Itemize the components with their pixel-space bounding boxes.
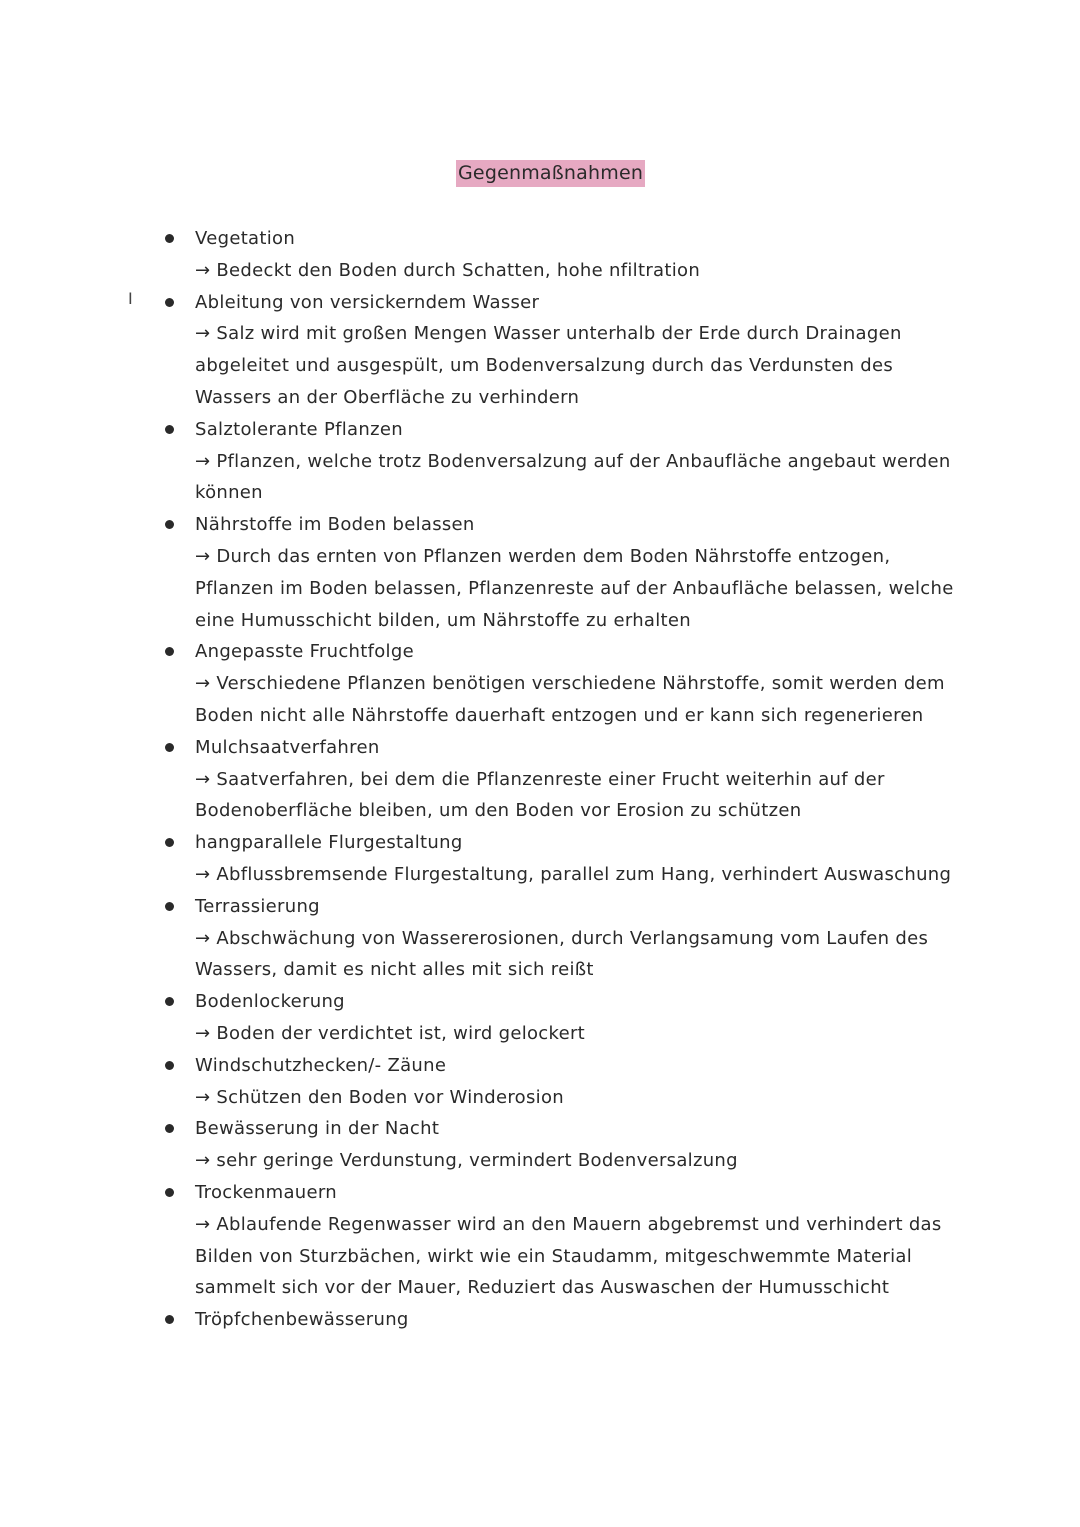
list-item [0, 827, 1080, 891]
item-label: Angepasste Fruchtfolge [195, 641, 414, 663]
item-label: Mulchsaatverfahren [195, 736, 380, 758]
item-description [195, 1082, 960, 1114]
item-description [195, 1018, 960, 1050]
list-item [0, 1177, 1080, 1304]
bullet-icon [165, 520, 174, 529]
list-item [0, 732, 1080, 827]
item-label: Windschutzhecken/- Zäune [195, 1054, 447, 1076]
item-description-text: Abschwächung von Wassererosionen, durch Verlangsamung vom Laufen des Wassers, damit es nicht alles mit sich reißt [195, 927, 929, 981]
list-item [0, 986, 1080, 1050]
arrow-icon: → [195, 450, 211, 472]
item-description [195, 668, 960, 732]
page-title: Gegenmaßnahmen [456, 160, 645, 187]
arrow-icon: → [195, 1213, 211, 1235]
list-item [0, 414, 1080, 509]
item-description [195, 923, 960, 987]
bullet-icon [165, 234, 174, 243]
arrow-icon: → [195, 927, 211, 949]
bullet-icon [165, 425, 174, 434]
list-item [0, 891, 1080, 986]
item-description-text: Boden der verdichtet ist, wird gelockert [216, 1022, 586, 1044]
item-description [195, 255, 960, 287]
bullet-icon [165, 838, 174, 847]
list-item [0, 287, 1080, 414]
item-description-text: Bedeckt den Boden durch Schatten, hohe nfiltration [216, 259, 701, 281]
item-description [195, 446, 960, 510]
arrow-icon: → [195, 323, 211, 345]
item-description [195, 541, 960, 636]
bullet-icon [165, 1124, 174, 1133]
bullet-icon [165, 1315, 174, 1324]
bullet-icon [165, 743, 174, 752]
item-description [195, 859, 960, 891]
item-label: Nährstoffe im Boden belassen [195, 514, 475, 536]
list-item [0, 509, 1080, 636]
bullet-icon [165, 1061, 174, 1070]
item-label: Trockenmauern [195, 1181, 337, 1203]
item-description-text: Verschiedene Pflanzen benötigen verschiedene Nährstoffe, somit werden dem Boden nicht alle Nährstoffe dauerhaft entzogen und er kann sich regenerieren [195, 673, 945, 726]
item-label: Terrassierung [195, 895, 320, 917]
arrow-icon: → [195, 545, 211, 567]
item-label: hangparallele Flurgestaltung [195, 832, 463, 854]
arrow-icon: → [195, 768, 211, 790]
item-description-text: Salz wird mit großen Mengen Wasser unterhalb der Erde durch Drainagen abgeleitet und ausgespült, um Bodenversalzung durch das Verdunsten des Wassers an der Oberfläche zu verhindern [195, 323, 902, 408]
item-label: Bodenlockerung [195, 991, 345, 1013]
list-item [0, 1304, 1080, 1336]
item-description [195, 1145, 960, 1177]
item-label: Salztolerante Pflanzen [195, 418, 403, 440]
item-label: Bewässerung in der Nacht [195, 1118, 440, 1140]
bullet-icon [165, 647, 174, 656]
item-description-text: Durch das ernten von Pflanzen werden dem Boden Nährstoffe entzogen, Pflanzen im Boden belassen, Pflanzenreste auf der Anbaufläche belassen, welche eine Humusschicht bilden, um Nährstoffe zu erhalten [195, 545, 954, 631]
list-item [0, 223, 1080, 287]
item-description [195, 764, 960, 828]
item-description-text: Schützen den Boden vor Winderosion [216, 1086, 564, 1108]
arrow-icon: → [195, 673, 211, 695]
arrow-icon: → [195, 1086, 211, 1108]
bullet-icon [165, 298, 174, 307]
arrow-icon: → [195, 1150, 211, 1172]
list-item [0, 1113, 1080, 1177]
list-item [0, 1050, 1080, 1114]
item-label: Tröpfchenbewässerung [195, 1309, 409, 1331]
list-item [0, 636, 1080, 731]
item-description-text: Abflussbremsende Flurgestaltung, parallel zum Hang, verhindert Auswaschung [216, 863, 952, 885]
bullet-icon [165, 1188, 174, 1197]
item-description-text: sehr geringe Verdunstung, vermindert Bodenversalzung [216, 1150, 738, 1172]
arrow-icon: → [195, 259, 211, 281]
item-description-text: Pflanzen, welche trotz Bodenversalzung auf der Anbaufläche angebaut werden können [195, 450, 951, 504]
margin-mark: I [128, 289, 133, 308]
item-description-text: Saatverfahren, bei dem die Pflanzenreste einer Frucht weiterhin auf der Bodenoberfläche bleiben, um den Boden vor Erosion zu schützen [195, 768, 885, 822]
bullet-icon [165, 997, 174, 1006]
arrow-icon: → [195, 1022, 211, 1044]
item-description [195, 1209, 960, 1304]
bullet-icon [165, 902, 174, 911]
measures-list [0, 223, 1080, 1336]
arrow-icon: → [195, 863, 211, 885]
item-label: Vegetation [195, 228, 296, 249]
item-description [195, 318, 960, 413]
item-description-text: Ablaufende Regenwasser wird an den Mauern abgebremst und verhindert das Bilden von Sturzbächen, wirkt wie ein Staudamm, mitgeschwemmte Material sammelt sich vor der Mauer, Reduziert das Auswaschen der Humusschicht [195, 1213, 942, 1299]
item-label: Ableitung von versickerndem Wasser [195, 291, 540, 313]
